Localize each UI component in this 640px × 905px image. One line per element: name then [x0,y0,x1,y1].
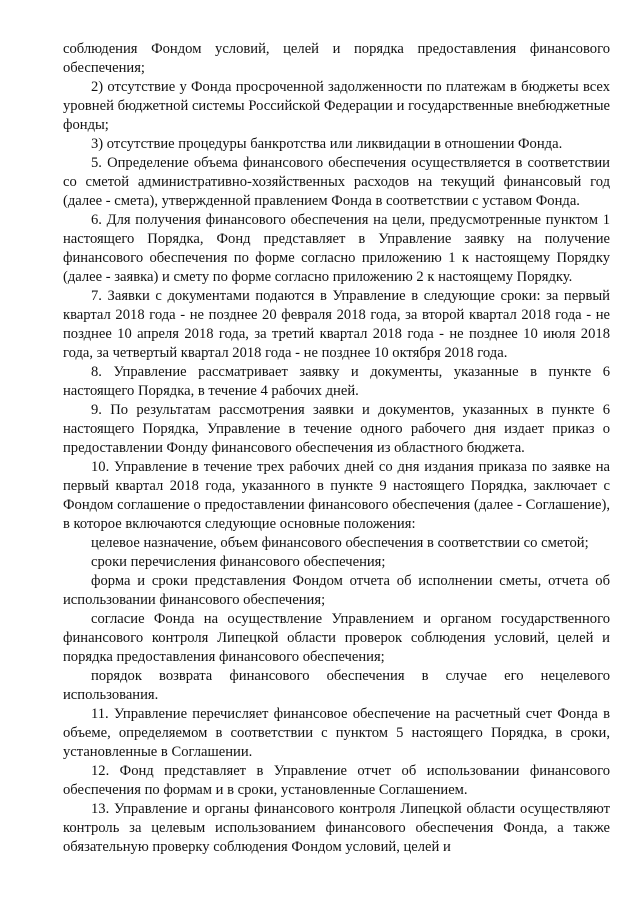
paragraph-12: 12. Фонд представляет в Управление отчет об использовании финансового обеспечения по формам и в сроки, установленные Соглашением. [63,763,610,798]
paragraph-8: 8. Управление рассматривает заявку и документы, указанные в пункте 6 настоящего Порядка, в течение 4 рабочих дней. [63,364,610,399]
paragraph-item-2: 2) отсутствие у Фонда просроченной задолженности по платежам в бюджеты всех уровней бюджетной системы Российской Федерации и государственные внебюджетные фонды; [63,79,610,133]
paragraph-5: 5. Определение объема финансового обеспечения осуществляется в соответствии со сметой административно-хозяйственных расходов на текущий финансовый год (далее - смета), утвержденной правлением Фонда в соответствии с уставом Фонда. [63,155,610,209]
provision-item: согласие Фонда на осуществление Управлением и органом государственного финансового контроля Липецкой области проверок соблюдения условий, целей и порядка предоставления финансового обеспечения; [63,611,610,665]
paragraph-11: 11. Управление перечисляет финансовое обеспечение на расчетный счет Фонда в объеме, определяемом в соответствии с пунктом 5 настоящего Порядка, в сроки, установленные в Соглашении. [63,706,610,760]
paragraph-item-3: 3) отсутствие процедуры банкротства или ликвидации в отношении Фонда. [91,136,563,152]
provision-item: форма и сроки представления Фондом отчета об исполнении сметы, отчета об использовании финансового обеспечения; [63,573,610,608]
paragraph-10: 10. Управление в течение трех рабочих дней со дня издания приказа по заявке на первый квартал 2018 года, указанного в пункте 9 настоящего Порядка, заключает с Фондом соглашение о предоставлении финансового обеспечения (далее - Соглашение), в которое включаются следующие основные положения: [63,459,610,532]
provision-item: сроки перечисления финансового обеспечения; [91,554,386,570]
paragraph-13: 13. Управление и органы финансового контроля Липецкой области осуществляют контроль за целевым использованием финансового обеспечения Фонда, а также обязательную проверку соблюдения Фондом условий, целей и [63,801,610,855]
paragraph-9: 9. По результатам рассмотрения заявки и документов, указанных в пункте 6 настоящего Порядка, Управление в течение одного рабочего дня издает приказ о предоставлении Фонду финансового обеспечения из областного бюджета. [63,402,610,456]
provision-item: целевое назначение, объем финансового обеспечения в соответствии со сметой; [91,535,589,551]
paragraph-6: 6. Для получения финансового обеспечения на цели, предусмотренные пунктом 1 настоящего Порядка, Фонд представляет в Управление заявку на получение финансового обеспечения по форме согласно приложению 1 к настоящему Порядку (далее - заявка) и смету по форме согласно приложению 2 к настоящему Порядку. [63,212,610,285]
paragraph-continuation: соблюдения Фондом условий, целей и порядка предоставления финансового обеспечения; [63,41,610,76]
provision-item: порядок возврата финансового обеспечения в случае его нецелевого использования. [63,668,610,703]
paragraph-7: 7. Заявки с документами подаются в Управление в следующие сроки: за первый квартал 2018 года - не позднее 20 февраля 2018 года, за второй квартал 2018 года - не позднее 10 апреля 2018 года, за третий квартал 2018 года - не позднее 10 июля 2018 года, за четвертый квартал 2018 года - не позднее 10 октября 2018 года. [63,288,610,361]
